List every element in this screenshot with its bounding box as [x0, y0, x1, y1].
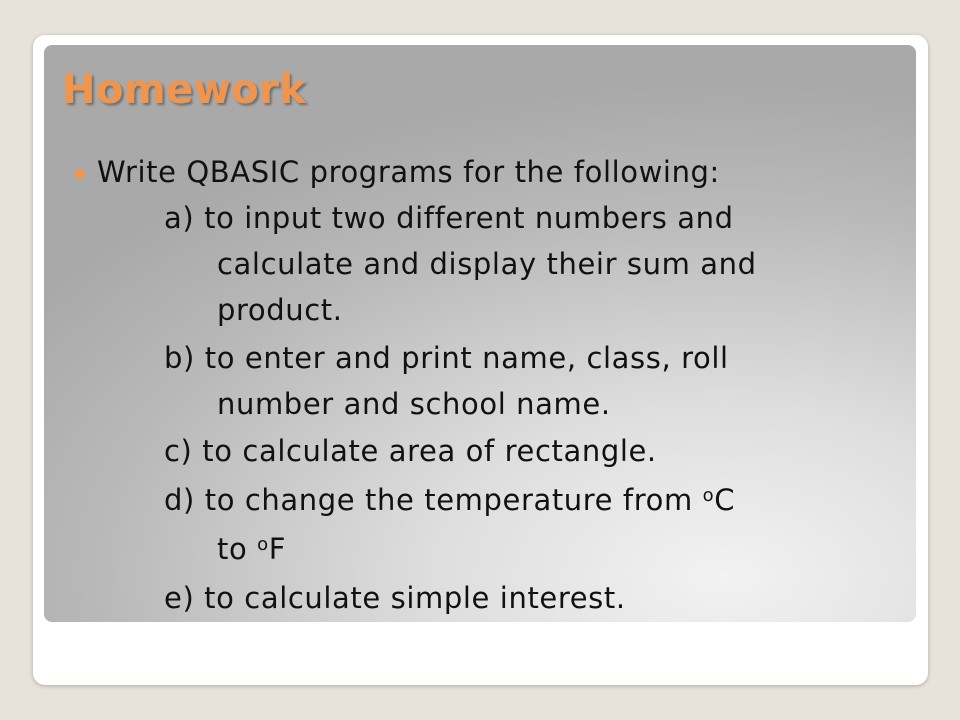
item-d-line-2: [217, 527, 286, 571]
slide-content-panel: [44, 45, 916, 622]
degree-mark: o: [257, 534, 269, 555]
degree-mark: o: [702, 485, 715, 506]
bullet-dot-icon: [75, 169, 85, 179]
item-d-line-1-text: d) to change the temperature from: [164, 483, 703, 517]
bullet-text: Write QBASIC programs for the following:: [97, 155, 720, 189]
item-b-line-1: b) to enter and print name, class, roll: [164, 341, 729, 375]
item-a-line-2: calculate and display their sum and: [217, 247, 757, 281]
item-b-line-2: number and school name.: [217, 387, 611, 421]
item-d-line-2-text: to: [217, 532, 258, 566]
item-d-line-1: [164, 478, 735, 522]
item-a-line-3: product.: [217, 293, 343, 327]
celsius-unit: C: [714, 483, 736, 517]
slide-title: Homework: [62, 67, 307, 113]
item-e-line-1: e) to calculate simple interest.: [164, 581, 626, 615]
item-a-line-1: a) to input two different numbers and: [164, 201, 734, 235]
fahrenheit-unit: F: [268, 532, 287, 566]
item-c-line-1: c) to calculate area of rectangle.: [164, 434, 657, 468]
